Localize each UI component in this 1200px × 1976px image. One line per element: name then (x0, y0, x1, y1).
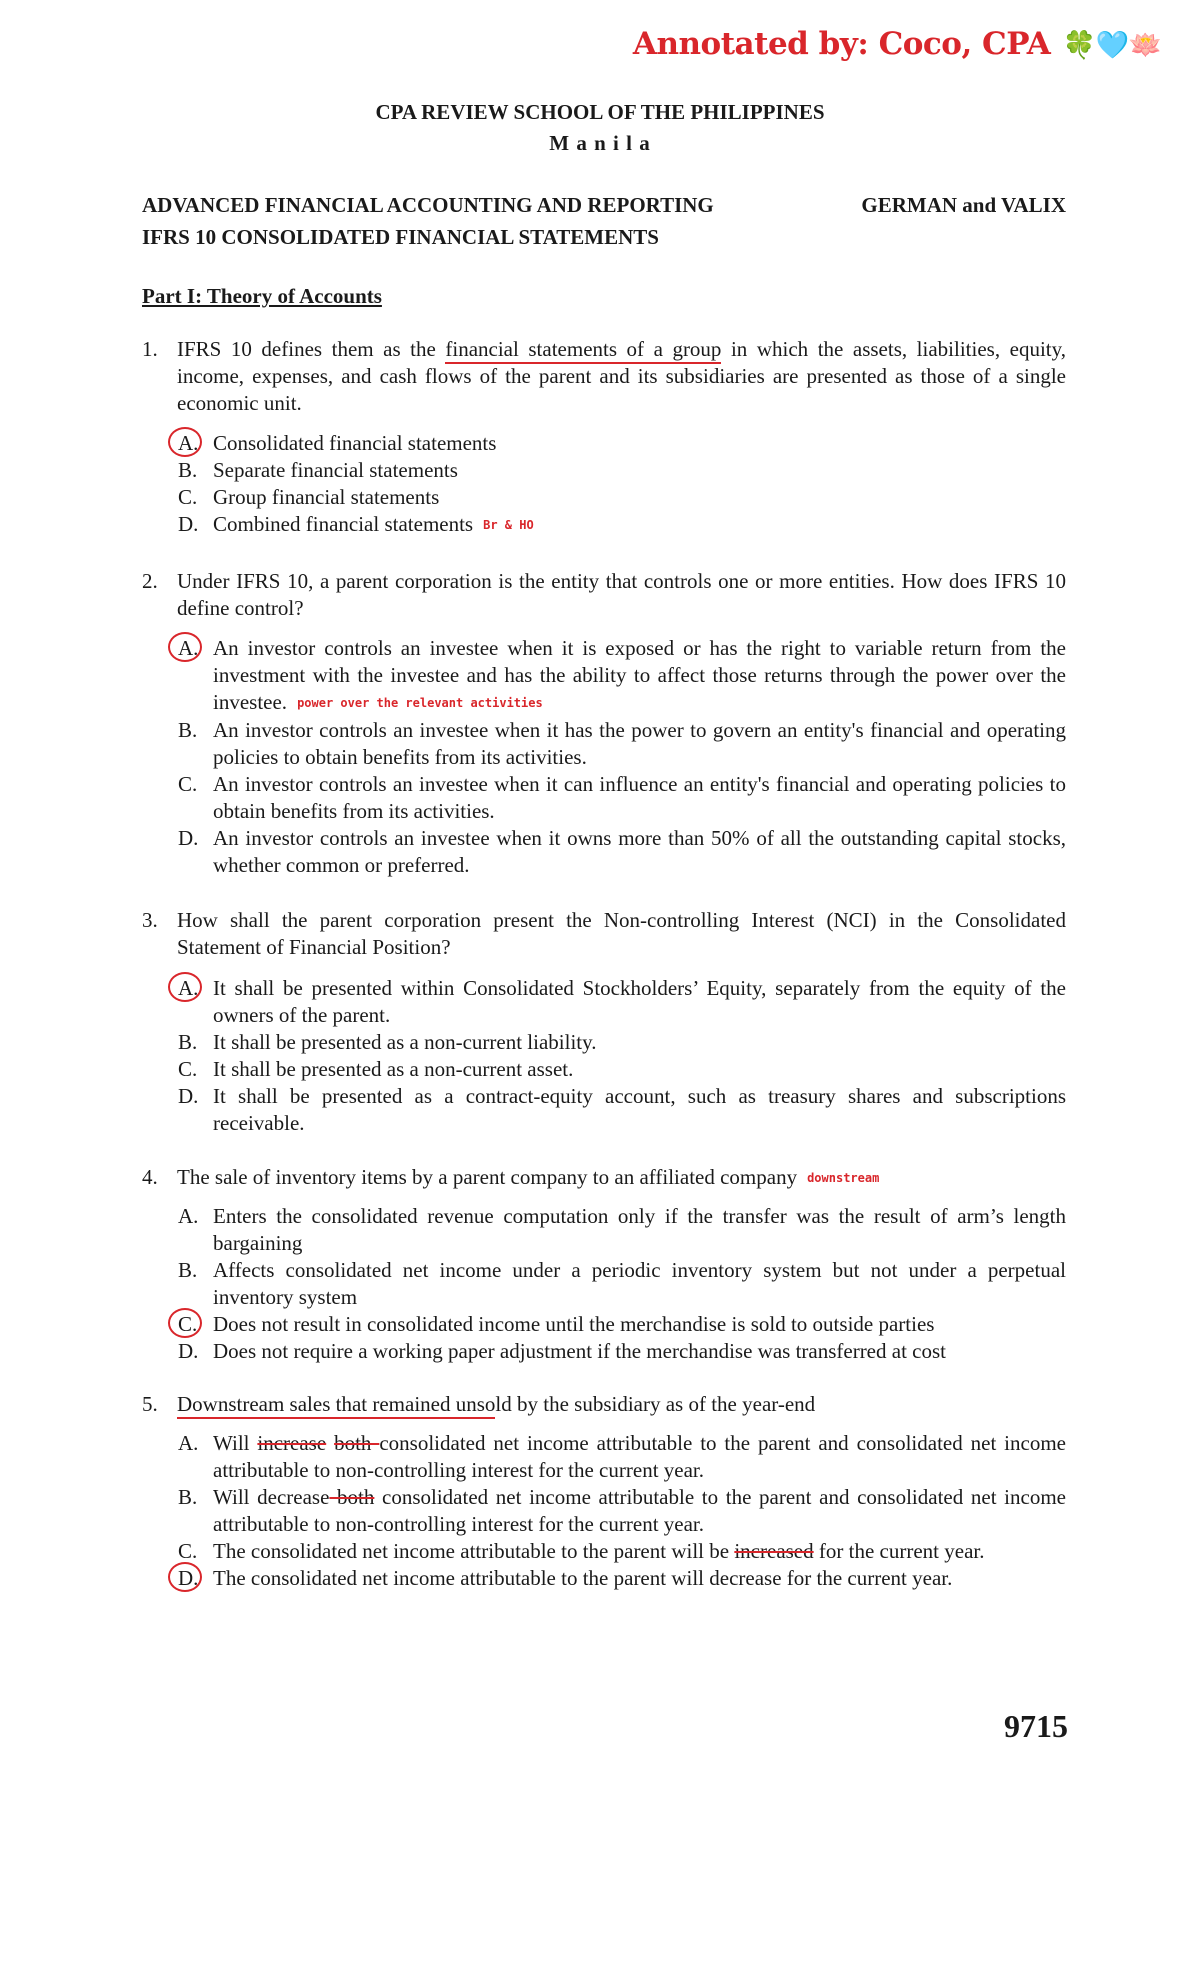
question-number: 3. (142, 908, 158, 932)
option-d (142, 825, 1066, 879)
option-text: Separate financial statements (213, 458, 458, 482)
struck-word: both (334, 1431, 380, 1455)
question-2 (142, 568, 1066, 622)
question-text-part: in which the assets, liabilities, equity, income, expenses, and cash flows of the parent and its subsidiaries are presented as those of a single economic unit. (177, 337, 1066, 415)
option-text: The consolidated net income attributable to the parent will be (213, 1539, 735, 1563)
subject-title: ADVANCED FINANCIAL ACCOUNTING AND REPORTING (142, 193, 714, 217)
question-text-part: ld by the subsidiary as of the year-end (495, 1392, 816, 1416)
option-text: Group financial statements (213, 485, 440, 509)
options-2 (142, 635, 1066, 879)
option-letter: C. (178, 1312, 198, 1336)
option-text: It shall be presented as a non-current asset. (213, 1057, 574, 1081)
options-1 (142, 430, 1066, 539)
option-b (142, 1484, 1066, 1538)
option-a (142, 430, 1066, 457)
option-a (142, 635, 1066, 717)
question-number: 1. (142, 337, 158, 361)
option-text: It shall be presented as a contract-equity account, such as treasury shares and subscriptions receivable. (213, 1084, 1066, 1135)
question-text-part: The sale of inventory items by a parent company to an affiliated company (177, 1165, 798, 1189)
question-text (177, 1164, 1066, 1192)
option-b (142, 717, 1066, 771)
topic-title: IFRS 10 CONSOLIDATED FINANCIAL STATEMENTS (142, 225, 659, 249)
option-text: An investor controls an investee when it has the power to govern an entity's financial and operating policies to obtain benefits from its activities. (213, 718, 1066, 769)
struck-word: increased (734, 1539, 814, 1563)
option-text: An investor controls an investee when it is exposed or has the right to variable return from the investment with the investee and has the ability to affect those returns through the power over the investee. (213, 636, 1066, 714)
question-number: 5. (142, 1392, 158, 1416)
question-text (177, 1391, 1066, 1418)
option-letter: D. (178, 826, 199, 850)
struck-word: increase (257, 1431, 327, 1455)
school-name: CPA REVIEW SCHOOL OF THE PHILIPPINES (375, 100, 825, 124)
option-letter: D. (178, 512, 199, 536)
question-3 (142, 907, 1066, 961)
option-b (142, 1257, 1066, 1311)
page-number: 9715 (1004, 1708, 1068, 1744)
option-text: Will decrease (213, 1485, 330, 1509)
option-a (142, 1203, 1066, 1257)
annotation-emojis: 🍀🩵🪷 (1062, 30, 1162, 61)
annotation-text: Annotated by: Coco, CPA (632, 26, 1051, 62)
annotation-header (633, 26, 1162, 62)
option-text: It shall be presented as a non-current liability. (213, 1030, 597, 1054)
option-a (142, 1430, 1066, 1484)
option-b (142, 1029, 1066, 1056)
authors: GERMAN and VALIX (861, 193, 1066, 217)
option-letter: A. (178, 431, 199, 455)
part-heading: Part I: Theory of Accounts (142, 284, 382, 308)
option-letter: C. (178, 772, 198, 796)
option-letter: A. (178, 636, 199, 660)
option-text: An investor controls an investee when it can influence an entity's financial and operating policies to obtain benefits from its activities. (213, 772, 1066, 823)
option-text: An investor controls an investee when it owns more than 50% of all the outstanding capital stocks, whether common or preferred. (213, 826, 1066, 877)
option-d (142, 1565, 1066, 1592)
handwritten-note: Br & HO (483, 518, 534, 532)
underlined-phrase: financial statements of a group (445, 337, 721, 364)
option-letter: D. (178, 1084, 199, 1108)
option-b (142, 457, 1066, 484)
option-d (142, 1338, 1066, 1365)
handwritten-note: power over the relevant activities (297, 696, 543, 710)
option-text: Consolidated financial statements (213, 431, 497, 455)
option-text: The consolidated net income attributable to the parent will decrease for the current year. (213, 1566, 953, 1590)
option-letter: C. (178, 1539, 198, 1563)
handwritten-note: downstream (807, 1171, 880, 1185)
option-c (142, 1311, 1066, 1338)
option-text (326, 1431, 334, 1455)
option-letter: A. (178, 1204, 199, 1228)
question-number: 2. (142, 569, 158, 593)
option-text: consolidated net income attributable to the parent and consolidated net income attributable to non-controlling interest for the current year. (213, 1431, 1066, 1482)
option-text: It shall be presented within Consolidated Stockholders’ Equity, separately from the equity of the owners of the parent. (213, 976, 1066, 1027)
option-c (142, 1538, 1066, 1565)
option-letter: B. (178, 1258, 198, 1282)
option-text: Affects consolidated net income under a periodic inventory system but not under a perpetual inventory system (213, 1258, 1066, 1309)
question-text: Under IFRS 10, a parent corporation is the entity that controls one or more entities. How does IFRS 10 define control? (177, 569, 1066, 620)
struck-word: both (329, 1485, 375, 1509)
underlined-phrase: Downstream sales that remained unso (177, 1392, 495, 1419)
option-letter: C. (178, 1057, 198, 1081)
options-3 (142, 975, 1066, 1137)
question-1 (142, 336, 1066, 417)
option-text: Does not result in consolidated income until the merchandise is sold to outside parties (213, 1312, 935, 1336)
question-text (177, 336, 1066, 417)
options-4 (142, 1203, 1066, 1365)
option-text: Combined financial statements (213, 512, 474, 536)
option-text: Will (213, 1431, 258, 1455)
option-letter: A. (178, 976, 199, 1000)
question-4 (142, 1164, 1066, 1192)
question-text: How shall the parent corporation present the Non-controlling Interest (NCI) in the Consolidated Statement of Financial Position? (177, 908, 1066, 959)
option-letter: D. (178, 1339, 199, 1363)
option-a (142, 975, 1066, 1029)
option-letter: B. (178, 458, 198, 482)
question-text-part: IFRS 10 defines them as the (177, 337, 446, 361)
option-c (142, 771, 1066, 825)
option-c (142, 1056, 1066, 1083)
option-text: Enters the consolidated revenue computation only if the transfer was the result of arm’s length bargaining (213, 1204, 1066, 1255)
option-text: for the current year. (813, 1539, 985, 1563)
option-letter: B. (178, 1030, 198, 1054)
school-city: M a n i l a (549, 131, 651, 155)
option-d (142, 511, 1066, 539)
option-d (142, 1083, 1066, 1137)
option-text: consolidated net income attributable to the parent and consolidated net income attributable to non-controlling interest for the current year. (213, 1485, 1066, 1536)
question-5 (142, 1391, 1066, 1418)
option-text: Does not require a working paper adjustment if the merchandise was transferred at cost (213, 1339, 946, 1363)
option-c (142, 484, 1066, 511)
option-letter: C. (178, 485, 198, 509)
question-number: 4. (142, 1165, 158, 1189)
option-letter: A. (178, 1431, 199, 1455)
option-letter: B. (178, 1485, 198, 1509)
options-5 (142, 1430, 1066, 1592)
option-letter: B. (178, 718, 198, 742)
option-letter: D. (178, 1566, 199, 1590)
